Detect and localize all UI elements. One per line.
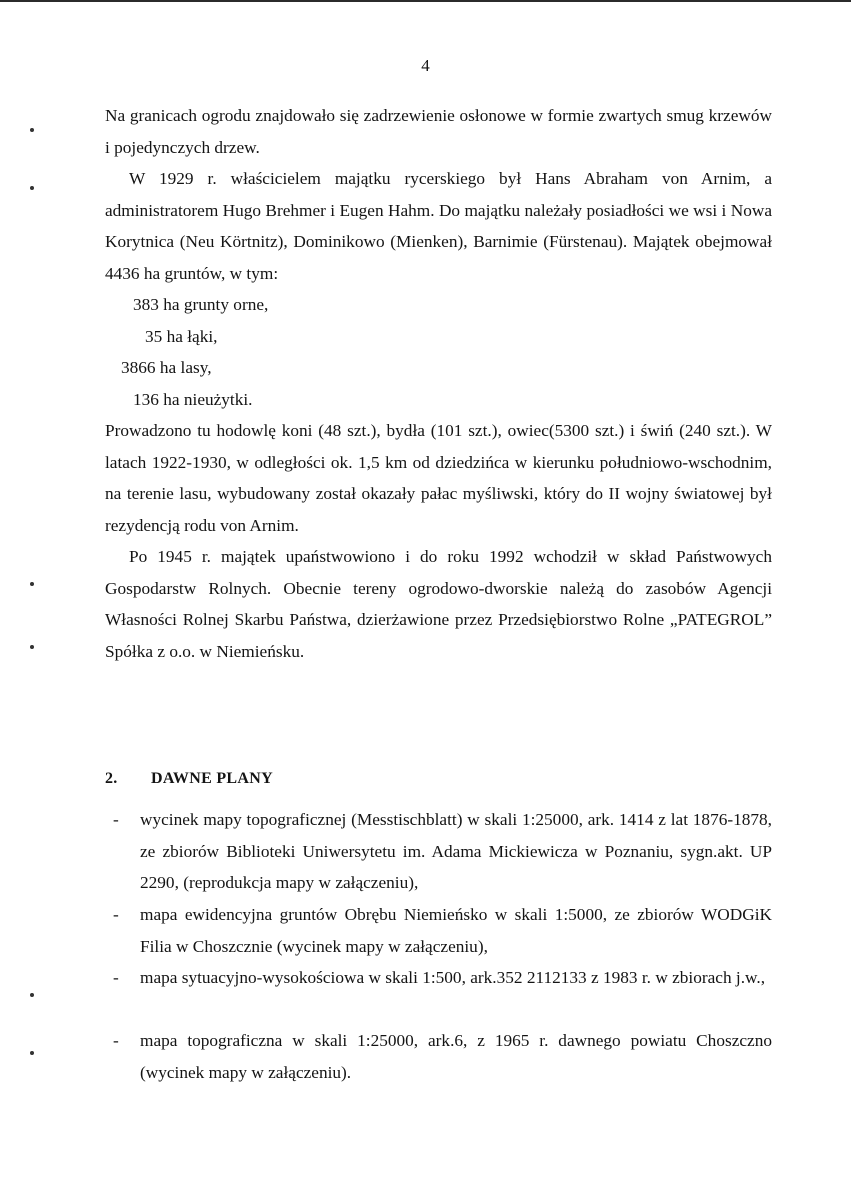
list-item-text: wycinek mapy topograficznej (Messtischblatt) w skali 1:25000, ark. 1414 z lat 1876-1878, ze zbiorów Biblioteki Uniwersytetu im. Adama Mickiewicza w Poznaniu, sygn.akt. UP 2290, (reprodukcja mapy w załączeniu),: [140, 810, 772, 892]
paragraph-garden-border: Na granicach ogrodu znajdowało się zadrzewienie osłonowe w formie zwartych smug krzewów i pojedynczych drzew.: [105, 106, 772, 157]
scan-speck: [30, 582, 34, 586]
section-title: DAWNE PLANY: [151, 770, 273, 787]
page-number: 4: [421, 56, 430, 75]
land-item-arable: 383 ha grunty orne,: [133, 295, 269, 314]
paragraph-estate-1929: W 1929 r. właścicielem majątku rycerskiego był Hans Abraham von Arnim, a administratorem Hugo Brehmer i Eugen Hahm. Do majątku należały posiadłości we wsi i Nowa Korytnica (Neu Körtnitz), Dominikowo (Mienken), Barnimie (Fürstenau). Majątek obejmował 4436 ha gruntów, w tym:: [105, 169, 772, 283]
scan-speck: [30, 186, 34, 190]
section-number: 2.: [105, 770, 118, 787]
list-dash: -: [113, 1031, 119, 1050]
scan-speck: [30, 128, 34, 132]
list-item-text: mapa sytuacyjno-wysokościowa w skali 1:500, ark.352 2112133 z 1983 r. w zbiorach j.w.,: [140, 968, 766, 987]
land-item-meadows: 35 ha łąki,: [145, 327, 218, 346]
list-dash: -: [113, 810, 119, 829]
land-item-forests: 3866 ha lasy,: [121, 358, 212, 377]
list-item-text: mapa topograficzna w skali 1:25000, ark.6, z 1965 r. dawnego powiatu Choszczno (wycinek mapy w załączeniu).: [140, 1031, 772, 1082]
paragraph-livestock-palace: Prowadzono tu hodowlę koni (48 szt.), bydła (101 szt.), owiec(5300 szt.) i świń (240 szt.). W latach 1922-1930, w odległości ok. 1,5 km od dziedzińca w kierunku południowo-wschodnim, na terenie lasu, wybudowany został okazały pałac myśliwski, który do II wojny światowej był rezydencją rodu von Arnim.: [105, 421, 772, 535]
scan-speck: [30, 993, 34, 997]
scan-speck: [30, 1051, 34, 1055]
list-item-text: mapa ewidencyjna gruntów Obrębu Niemieńsko w skali 1:5000, ze zbiorów WODGiK Filia w Choszcznie (wycinek mapy w załączeniu),: [140, 905, 772, 956]
list-dash: -: [113, 968, 119, 987]
section-heading: [105, 770, 273, 788]
paragraph-after-1945: Po 1945 r. majątek upaństwowiono i do roku 1992 wchodził w skład Państwowych Gospodarstw Rolnych. Obecnie tereny ogrodowo-dworskie należą do zasobów Agencji Własności Rolnej Skarbu Państwa, dzierżawione przez Przedsiębiorstwo Rolne „PATEGROL” Spółka z o.o. w Niemieńsku.: [105, 547, 772, 661]
land-item-wasteland: 136 ha nieużytki.: [133, 390, 253, 409]
list-dash: -: [113, 905, 119, 924]
scan-top-edge: [0, 0, 851, 2]
scan-speck: [30, 645, 34, 649]
